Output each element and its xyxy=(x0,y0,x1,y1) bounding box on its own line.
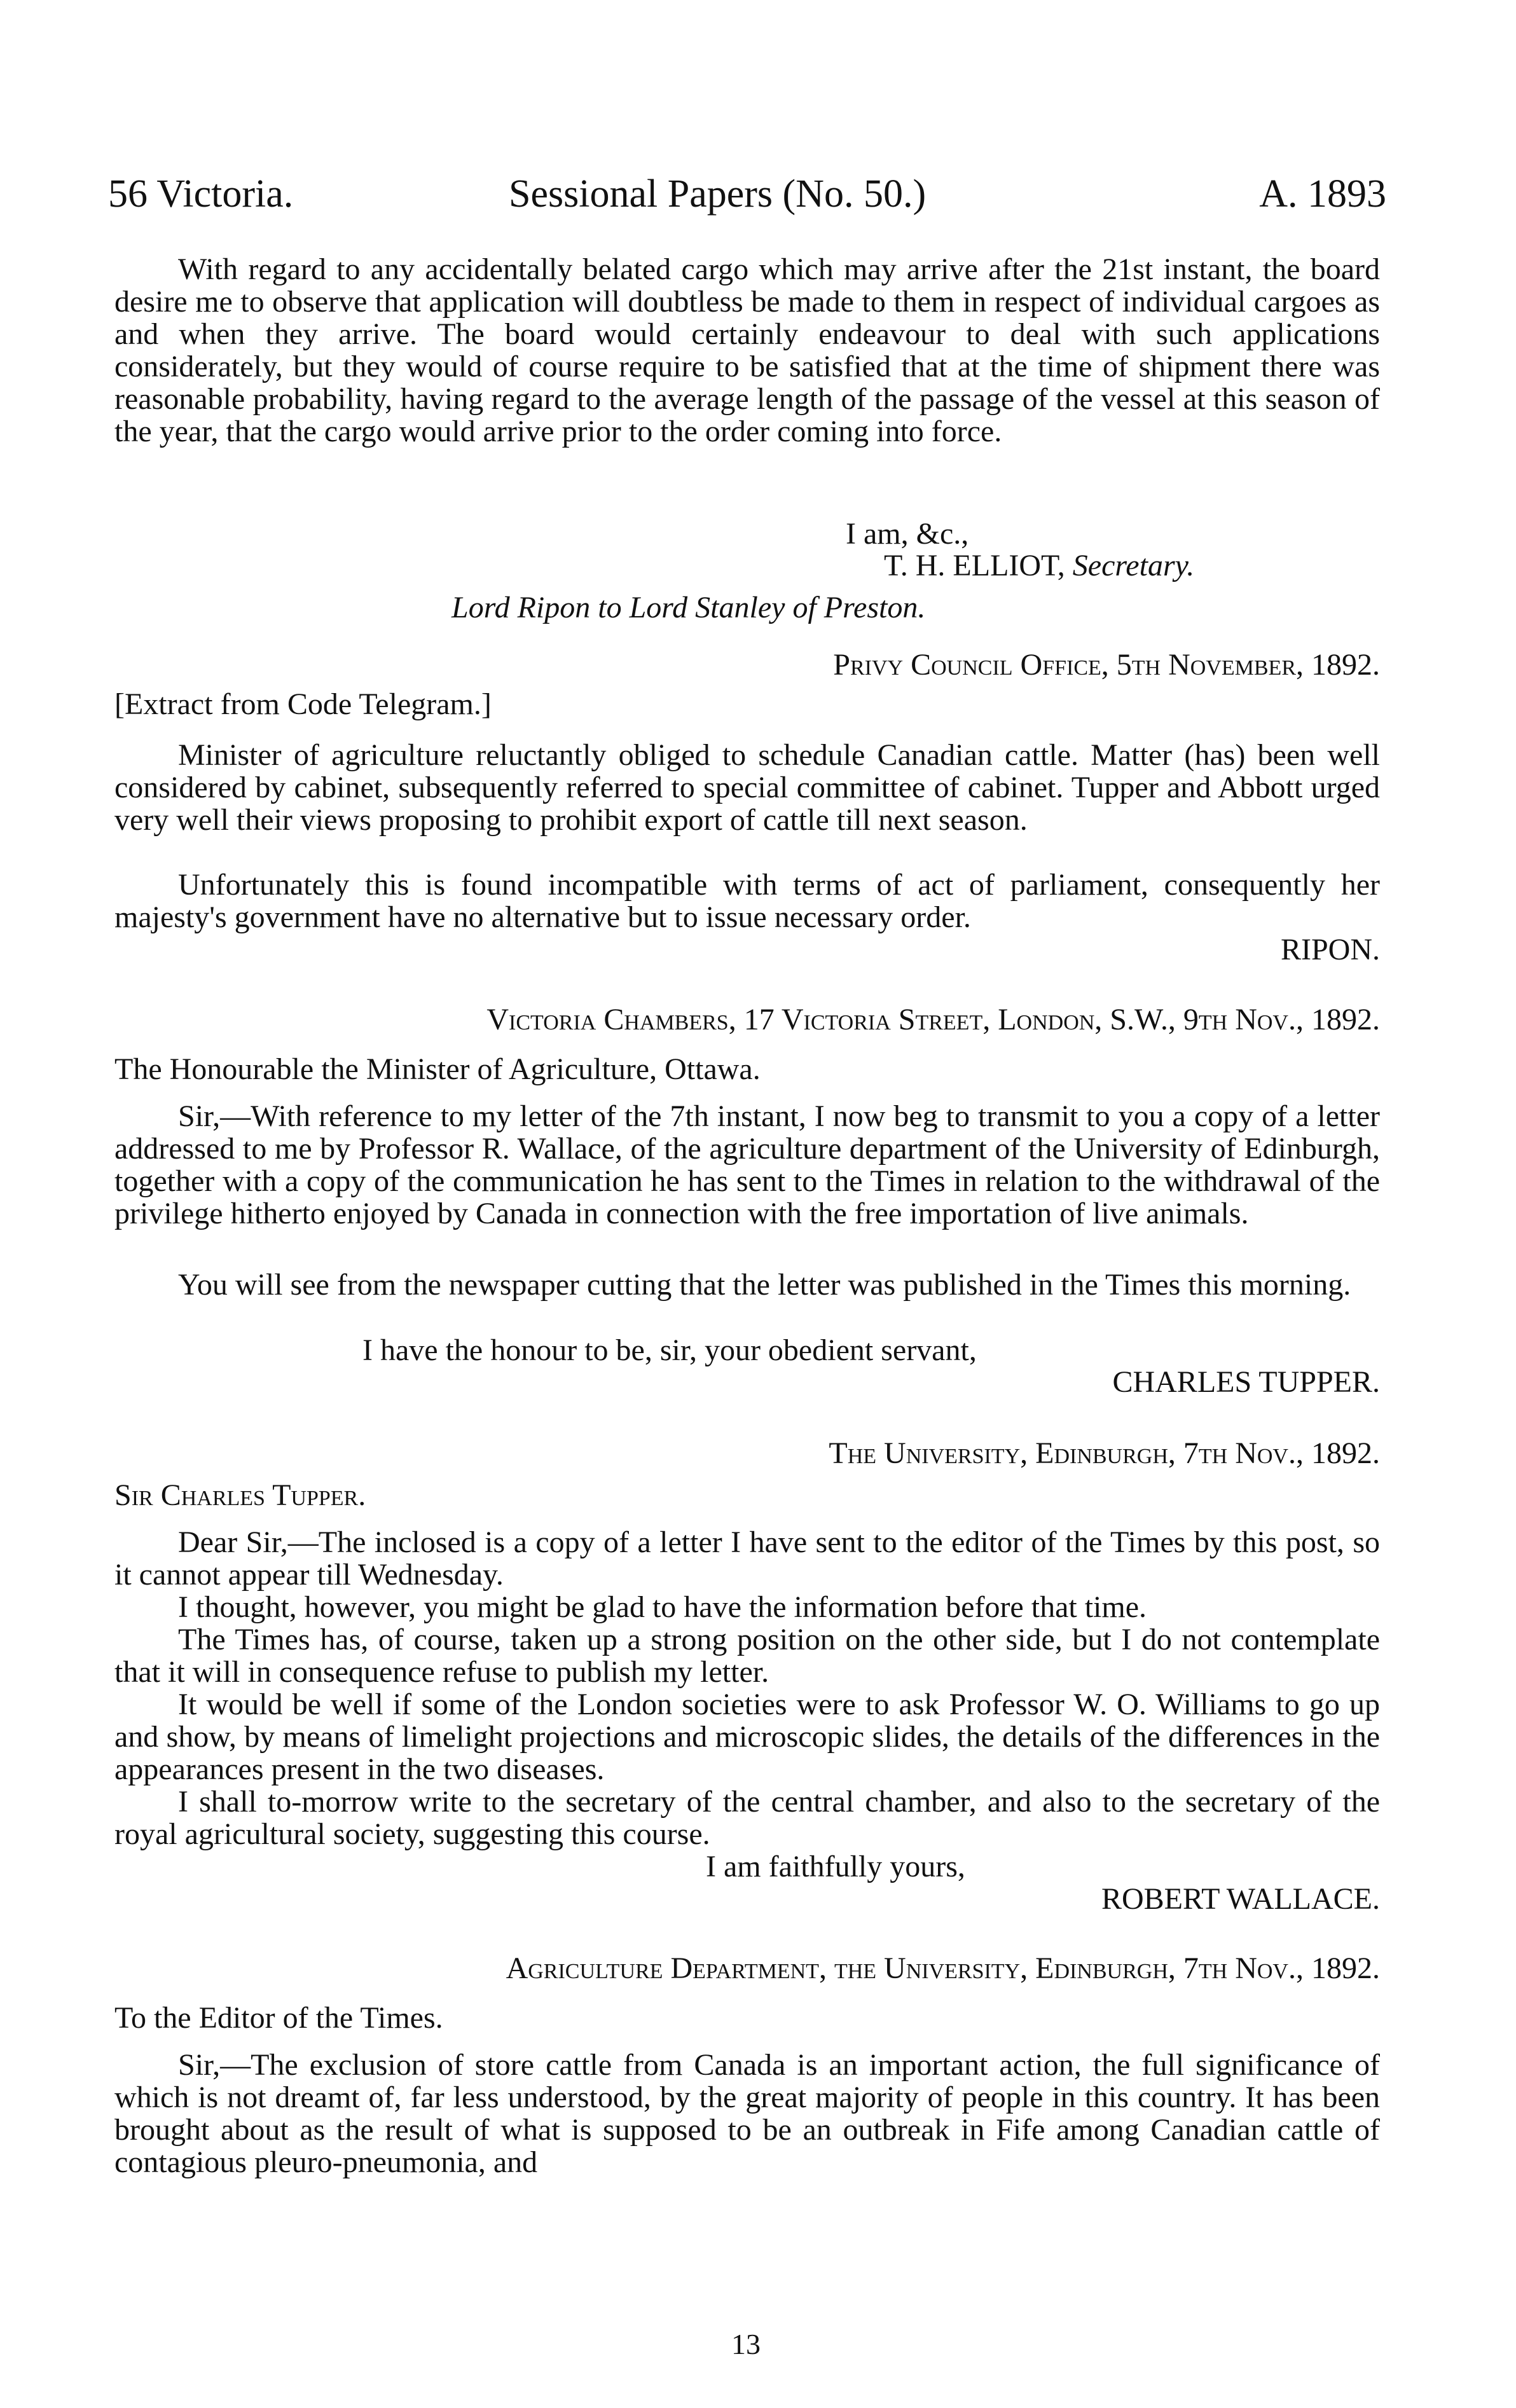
signature-wallace: ROBERT WALLACE. xyxy=(1101,1882,1380,1916)
paragraph-london-societies: It would be well if some of the London societies were to ask Professor W. O. Williams to go up and show, by means of limelight projections and microscopic slides, the details of the differences in the appearances present in the two diseases. xyxy=(114,1688,1380,1786)
address-minister: The Honourable the Minister of Agriculture, Ottawa. xyxy=(114,1052,761,1086)
paragraph-write-secretary: I shall to-morrow write to the secretary of the central chamber, and also to the secretary of the royal agricultural society, suggesting this course. xyxy=(114,1785,1380,1851)
paragraph-times-position: The Times has, of course, taken up a strong position on the other side, but I do not contemplate that it will in consequence refuse to publish my letter. xyxy=(114,1623,1380,1689)
header-title: Sessional Papers (No. 50.) xyxy=(509,172,927,216)
paragraph-newspaper: You will see from the newspaper cutting that the letter was published in the Times this morning. xyxy=(178,1268,1351,1302)
dateline-victoria-chambers: Victoria Chambers, 17 Victoria Street, London, S.W., 9th Nov., 1892. xyxy=(486,1003,1380,1036)
paragraph-thought: I thought, however, you might be glad to have the information before that time. xyxy=(178,1590,1147,1624)
dateline-agriculture-dept: Agriculture Department, the University, Edinburgh, 7th Nov., 1892. xyxy=(506,1951,1380,1985)
header-year: A. 1893 xyxy=(1259,172,1386,216)
signature-name: T. H. ELLIOT, xyxy=(884,549,1065,582)
closing-faithfully: I am faithfully yours, xyxy=(706,1850,965,1883)
paragraph-exclusion-cattle: Sir,—The exclusion of store cattle from Canada is an important action, the full significance of which is not dreamt of, far less understood, by the great majority of people in this country. It has been brought about as the result of what is supposed to be an outbreak in Fife among Canadian cattle of contagious pleuro-pneumonia, and xyxy=(114,2048,1380,2179)
closing-honour: I have the honour to be, sir, your obedient servant, xyxy=(362,1333,977,1367)
closing-i-am: I am, &c., xyxy=(846,517,969,551)
address-editor: To the Editor of the Times. xyxy=(114,2001,443,2035)
section-heading-ripon: Lord Ripon to Lord Stanley of Preston. xyxy=(451,591,926,624)
signature-elliot xyxy=(884,549,1194,582)
header-volume: 56 Victoria. xyxy=(108,172,294,216)
paragraph-belated-cargo: With regard to any accidentally belated cargo which may arrive after the 21st instant, the board desire me to observe that application will doubtless be made to them in respect of individual cargoes as and when they arrive. The board would certainly endeavour to deal with such applications considerately, but they would of course require to be satisfied that at the time of shipment there was reasonable probability, having regard to the average length of the passage of the vessel at this season of the year, that the cargo would arrive prior to the order coming into force. xyxy=(114,252,1380,448)
signature-ripon: RIPON. xyxy=(1280,933,1380,967)
running-header xyxy=(108,172,1386,229)
page-number: 13 xyxy=(731,2328,761,2360)
paragraph-inclosed-copy: Dear Sir,—The inclosed is a copy of a letter I have sent to the editor of the Times by this post, so it cannot appear till Wednesday. xyxy=(114,1525,1380,1592)
signature-tupper: CHARLES TUPPER. xyxy=(1112,1365,1380,1399)
dateline-privy-council: Privy Council Office, 5th November, 1892. xyxy=(833,648,1380,682)
dateline-university: The University, Edinburgh, 7th Nov., 1892. xyxy=(829,1436,1380,1470)
address-tupper: Sir Charles Tupper. xyxy=(114,1478,366,1512)
paragraph-telegram: Minister of agriculture reluctantly obliged to schedule Canadian cattle. Matter (has) been well considered by cabinet, subsequently referred to special committee of cabinet. Tupper and Abbott urged very well their views proposing to prohibit export of cattle till next season. xyxy=(114,738,1380,837)
paragraph-incompatible: Unfortunately this is found incompatible with terms of act of parliament, consequently her majesty's government have no alternative but to issue necessary order. xyxy=(114,868,1380,934)
note-extract-telegram: [Extract from Code Telegram.] xyxy=(114,687,492,721)
signature-title: Secretary. xyxy=(1072,549,1195,582)
paragraph-transmit-letter: Sir,—With reference to my letter of the 7th instant, I now beg to transmit to you a copy of a letter addressed to me by Professor R. Wallace, of the agriculture department of the University of Edinburgh, together with a copy of the communication he has sent to the Times in relation to the withdrawal of the privilege hitherto enjoyed by Canada in connection with the free importation of live animals. xyxy=(114,1099,1380,1230)
